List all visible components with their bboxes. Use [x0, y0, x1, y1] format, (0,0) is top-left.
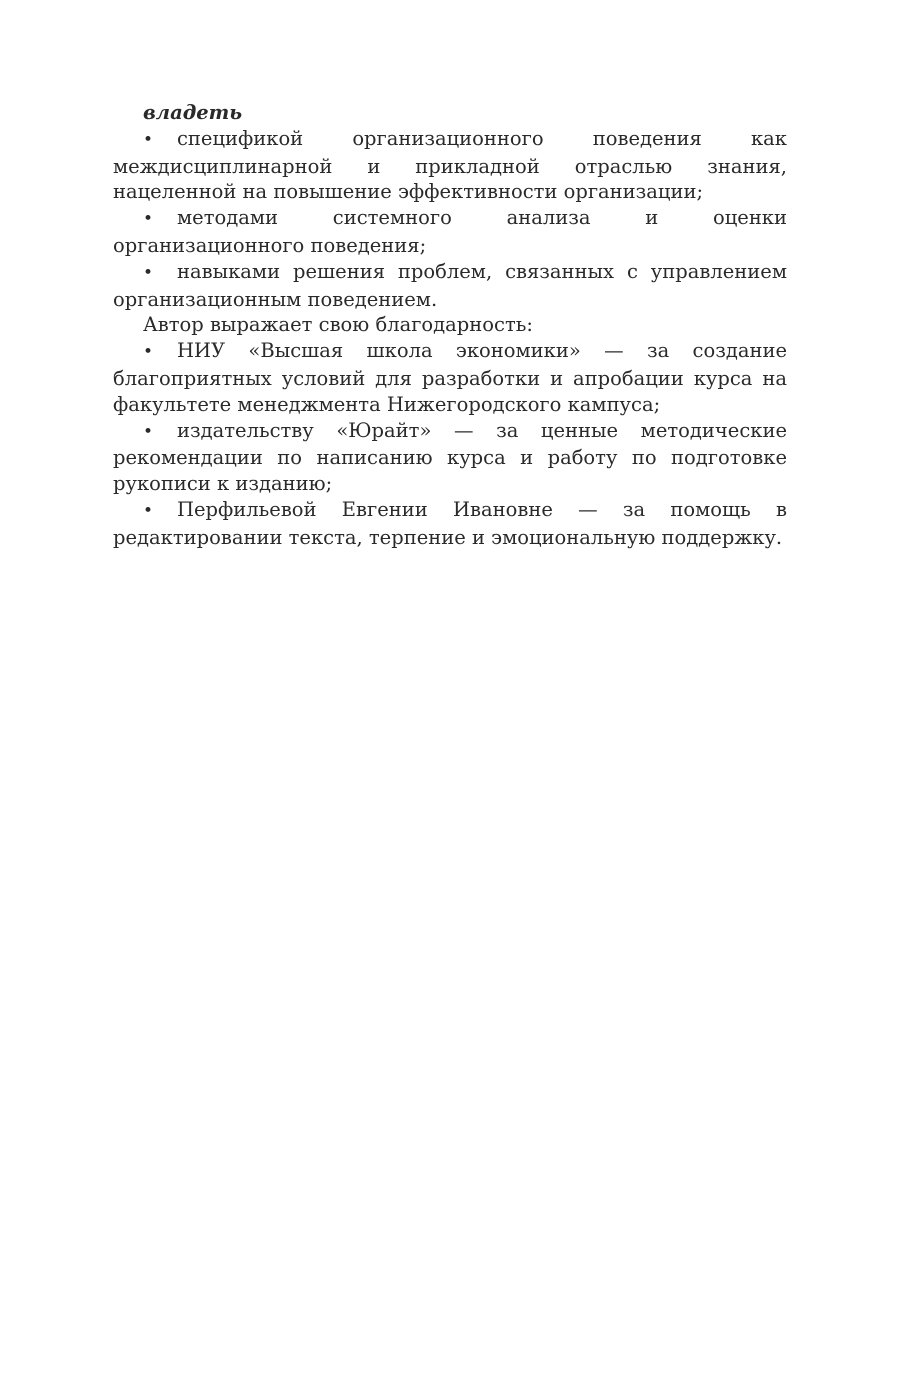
- bullet-icon: •: [143, 209, 154, 230]
- list-item: [113, 497, 787, 551]
- competency-list: [113, 126, 787, 313]
- bullet-icon: •: [143, 421, 154, 442]
- list-item: [113, 338, 787, 417]
- bullet-icon: •: [143, 500, 154, 521]
- bullet-icon: •: [143, 129, 154, 150]
- acknowledgement-intro: Автор выражает свою благодарность:: [143, 313, 533, 337]
- list-item: [113, 418, 787, 497]
- section-heading-vladet: владеть: [143, 101, 243, 124]
- list-item-text: спецификой организационного поведения как междисциплинарной и прикладной отраслью знания, нацеленной на повышение эффективности организации;: [113, 126, 787, 204]
- list-item: [113, 126, 787, 205]
- list-item-text: НИУ «Высшая школа экономики» — за создание благоприятных условий для разработки и апробации курса на факультете менеджмента Нижегородского кампуса;: [113, 339, 787, 416]
- bullet-icon: •: [143, 342, 154, 363]
- acknowledgement-list: [113, 338, 787, 550]
- list-item-text: навыками решения проблем, связанных с управлением организационным поведением.: [113, 259, 787, 311]
- bullet-icon: •: [143, 262, 154, 283]
- list-item-text: Перфильевой Евгении Ивановне — за помощь в редактировании текста, терпение и эмоциональную поддержку.: [113, 497, 787, 549]
- list-item: [113, 259, 787, 313]
- document-page: [113, 100, 787, 551]
- list-item-text: издательству «Юрайт» — за ценные методические рекомендации по написанию курса и работу по подготовке рукописи к изданию;: [113, 418, 787, 496]
- list-item-text: методами системного анализа и оценки организационного поведения;: [113, 206, 787, 257]
- list-item: [113, 205, 787, 259]
